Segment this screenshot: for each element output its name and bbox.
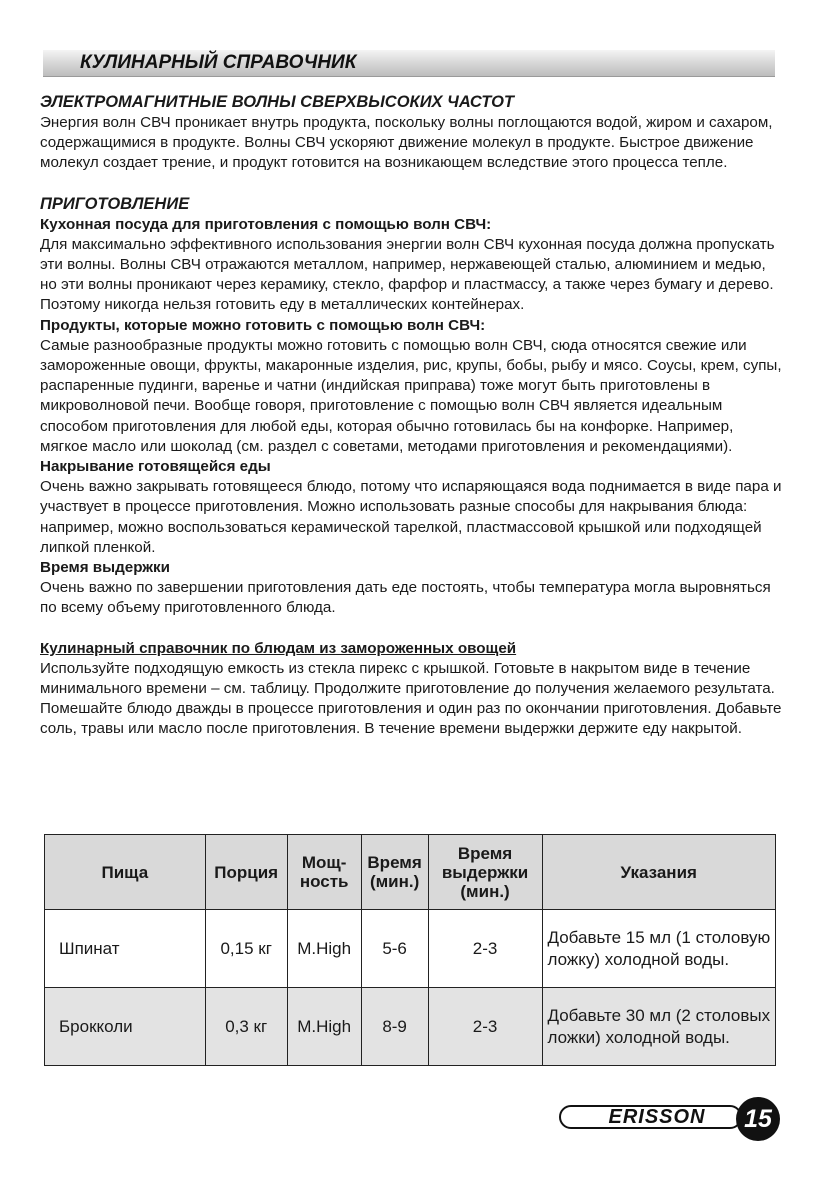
section-heading-cooking: ПРИГОТОВЛЕНИЕ (40, 194, 190, 213)
subheading-products: Продукты, которые можно готовить с помощью волн СВЧ: (40, 316, 486, 334)
brand-logo: ERISSON (608, 1106, 706, 1128)
spacer (40, 619, 782, 639)
column-header-power: Мощ- ность (287, 835, 361, 910)
cell-power: M.High (287, 988, 361, 1066)
subheading-standing: Время выдержки (40, 559, 170, 577)
subheading-cookware: Кухонная посуда для приготовления с помощью волн СВЧ: (40, 215, 492, 233)
cell-power: M.High (287, 910, 361, 988)
cell-food: Шпинат (45, 910, 206, 988)
paragraph-cookware: Для максимально эффективного использования энергии волн СВЧ кухонная посуда должна пропускать эти волны. Волны СВЧ отражаются металлом, например, нержавеющей сталью, алюминием и медью, но эти волны проникают через керамику, стекло, фарфор и пластмассу, а также через бумагу и дерево. Поэтому никогда нельзя готовить еду в металлических контейнерах. (40, 235, 775, 314)
cell-portion: 0,3 кг (205, 988, 287, 1066)
page-number-badge: 15 (736, 1097, 780, 1141)
table-row (45, 988, 776, 1066)
column-header-food: Пища (45, 835, 206, 910)
cell-time: 8-9 (361, 988, 428, 1066)
cell-portion: 0,15 кг (205, 910, 287, 988)
cell-notes: Добавьте 30 мл (2 столовых ложки) холодной воды. (542, 988, 776, 1066)
cell-time: 5-6 (361, 910, 428, 988)
page-title: КУЛИНАРНЫЙ СПРАВОЧНИК (80, 52, 357, 73)
subheading-covering: Накрывание готовящейся еды (40, 458, 271, 476)
cell-standing-time: 2-3 (428, 910, 542, 988)
spacer (40, 174, 782, 194)
column-header-portion: Порция (205, 835, 287, 910)
paragraph-covering: Очень важно закрывать готовящееся блюдо, потому что испаряющаяся вода поднимается в виде пара и участвует в процессе приготовления. Можно использовать разные способы для накрывания блюда: например, можно воспользоваться керамической тарелкой, пластмассовой крышкой или подходящей липкой пленкой. (40, 478, 782, 556)
paragraph-products: Самые разнообразные продукты можно готовить с помощью волн СВЧ, сюда относятся свежие или замороженные овощи, фрукты, макаронные изделия, рис, крупы, бобы, рыбу и мясо. Соусы, крем, супы, распаренные пудинги, варенье и чатни (индийская приправа) тоже могут быть приготовлены в микроволновой печи. Вообще говоря, приготовление с помощью волн СВЧ является идеальным способом приготовления для любой еды, которая обычно готовилась бы на конфорке. Например, мягкое масло или шоколад (см. раздел с советами, методами приготовления и рекомендациями). (40, 336, 782, 455)
section-heading-microwaves: ЭЛЕКТРОМАГНИТНЫЕ ВОЛНЫ СВЕРХВЫСОКИХ ЧАСТОТ (40, 93, 514, 111)
column-header-notes: Указания (542, 835, 776, 910)
frozen-vegetables-table (44, 834, 776, 1066)
column-header-time: Время (мин.) (361, 835, 428, 910)
subheading-frozen-vegetables: Кулинарный справочник по блюдам из замороженных овощей (40, 639, 517, 657)
table-header-row (45, 835, 776, 910)
table-row (45, 910, 776, 988)
paragraph-frozen-vegetables: Используйте подходящую емкость из стекла пирекс с крышкой. Готовьте в накрытом виде в течение минимального времени – см. таблицу. Продолжите приготовление до получения желаемого результата. Помешайте блюдо дважды в процессе приготовления и один раз по окончании приготовления. Добавьте соль, травы или масло после приготовления. В течение времени выдержки держите еду накрытой. (40, 659, 782, 738)
paragraph-standing: Очень важно по завершении приготовления дать еде постоять, чтобы температура могла выровняться по всему объему приготовленного блюда. (40, 579, 771, 617)
paragraph-microwaves: Энергия волн СВЧ проникает внутрь продукта, поскольку волны поглощаются водой, жиром и сахаром, содержащимися в продукте. Волны СВЧ ускоряют движение молекул в продукте. Быстрое движение молекул создает трение, и продукт готовится на возникающем вследствие этого процесса тепле. (40, 114, 773, 172)
main-content (40, 92, 782, 740)
column-header-standing-time: Время выдержки (мин.) (428, 835, 542, 910)
cell-food: Брокколи (45, 988, 206, 1066)
cell-standing-time: 2-3 (428, 988, 542, 1066)
cell-notes: Добавьте 15 мл (1 столовую ложку) холодной воды. (542, 910, 776, 988)
